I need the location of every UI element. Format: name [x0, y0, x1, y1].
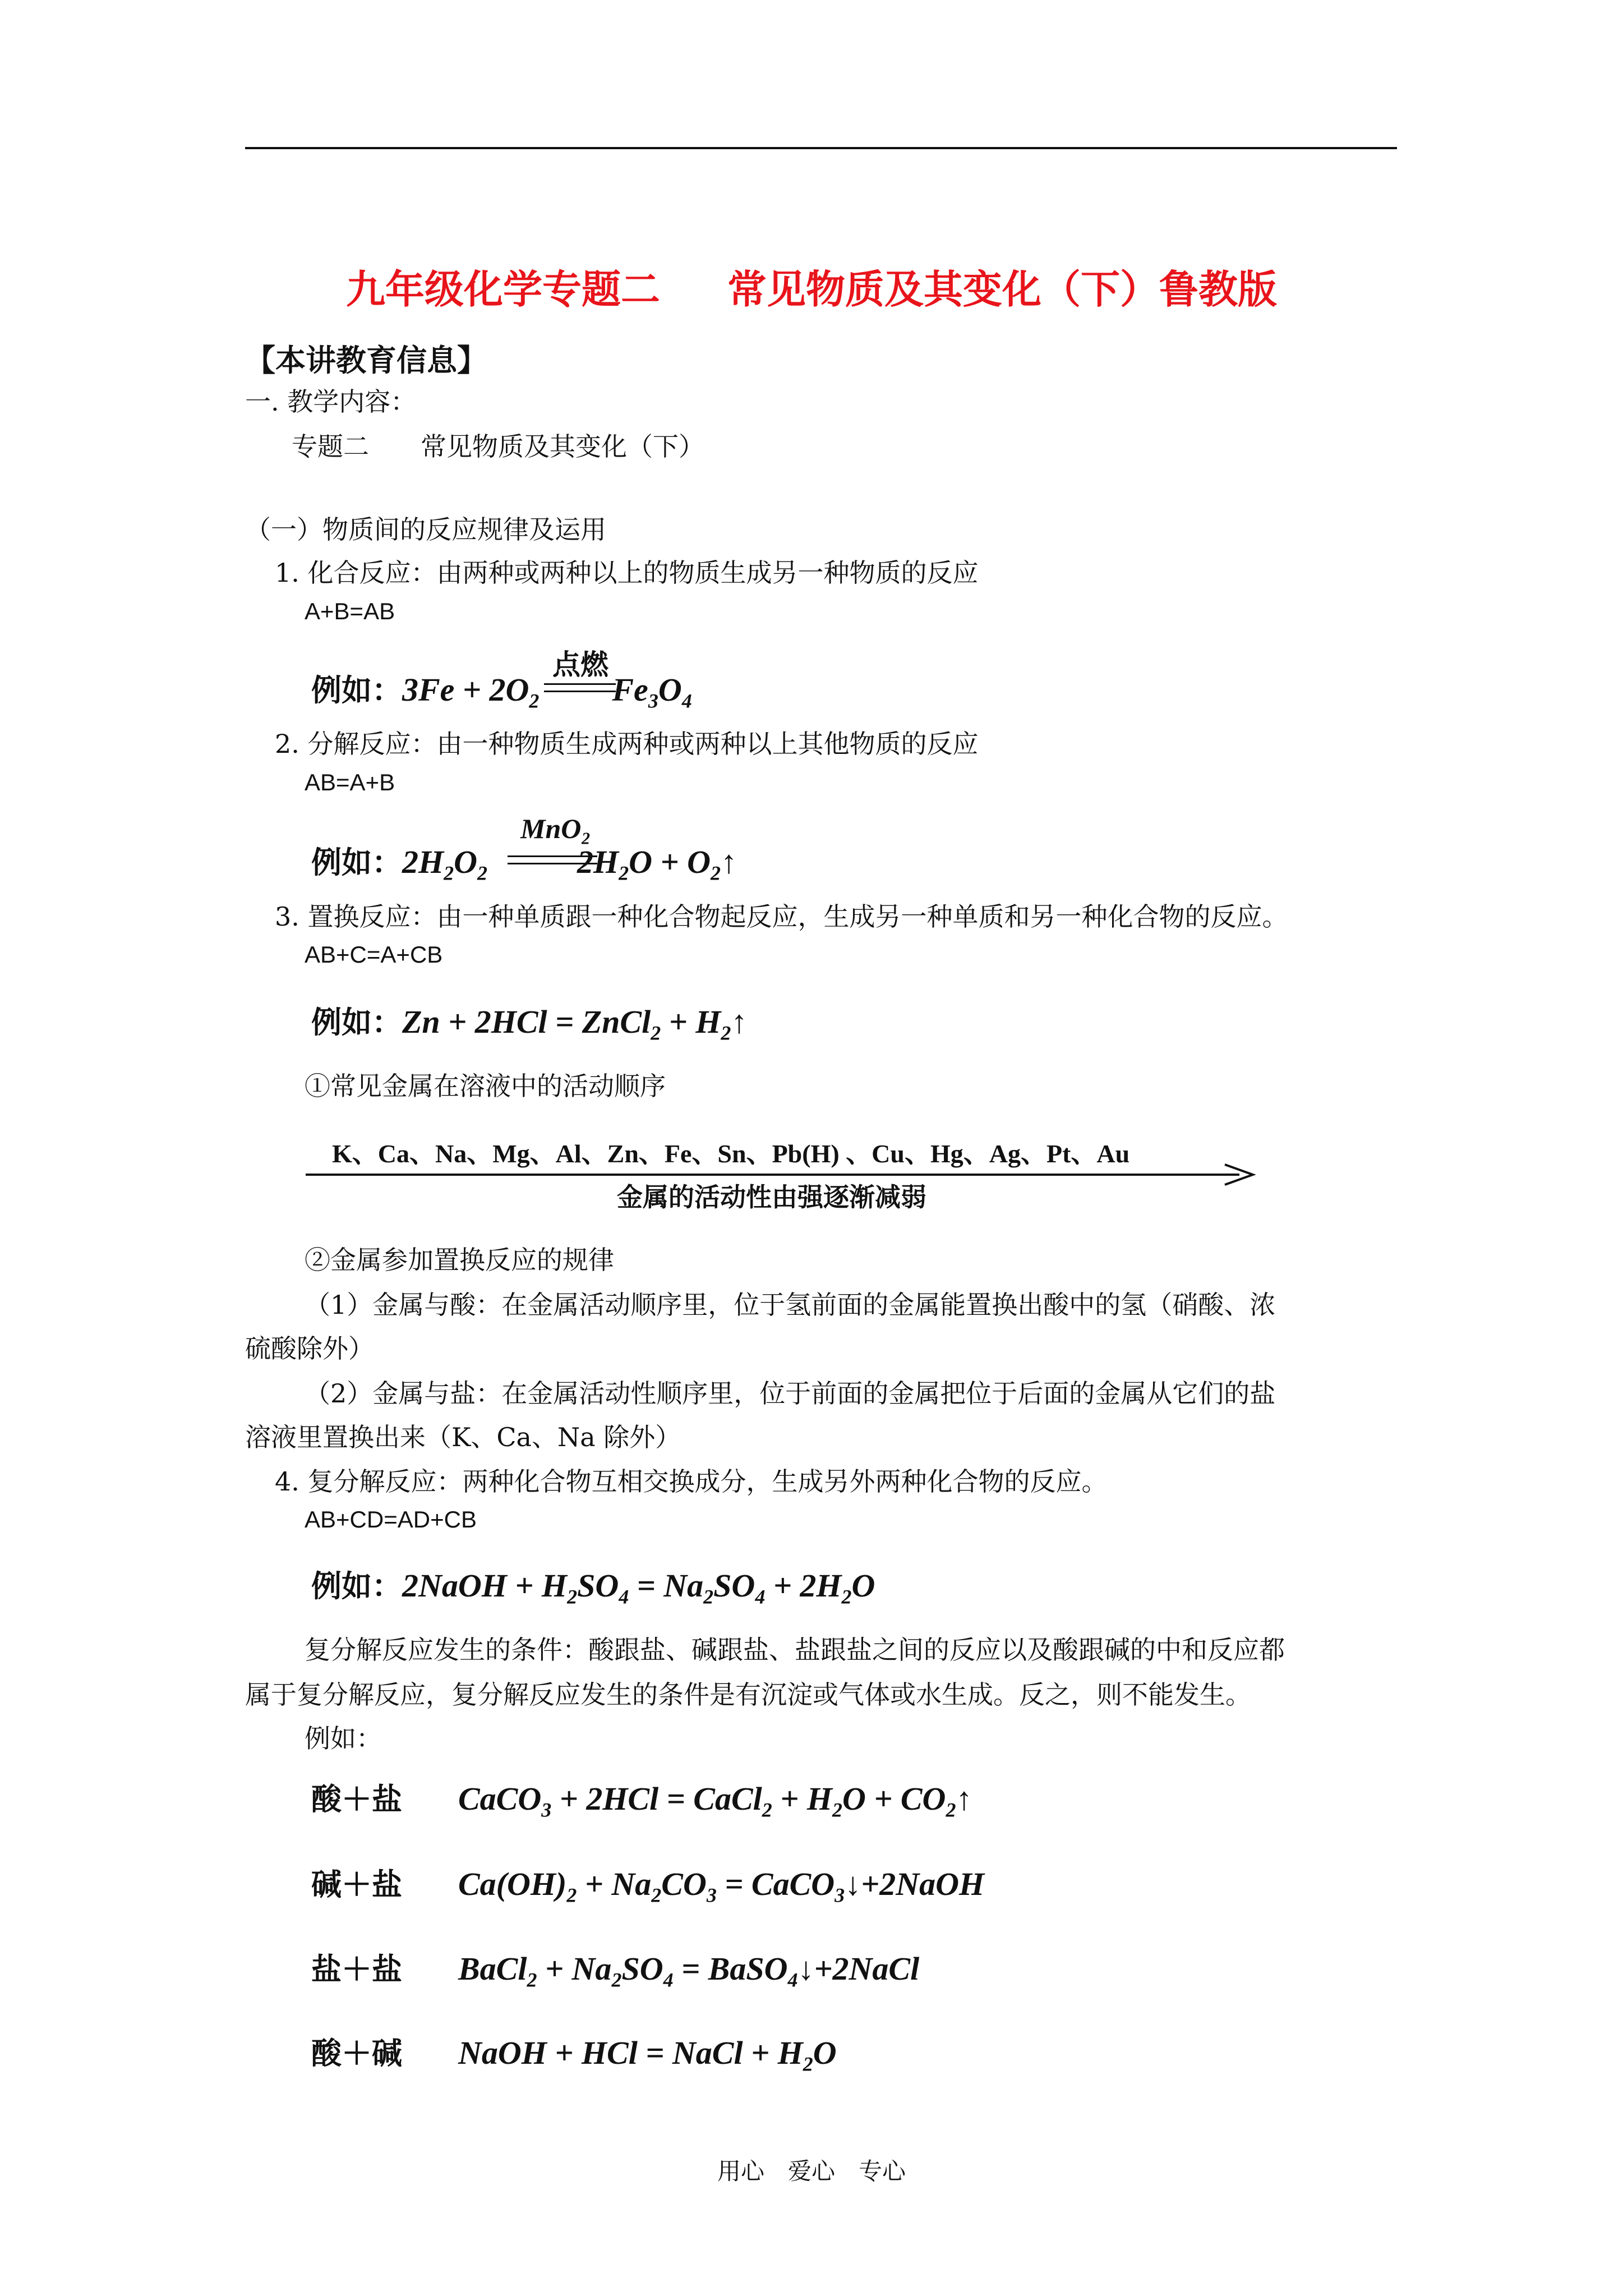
example-1-condition: 点燃 — [552, 648, 608, 681]
condition-line-a: 复分解反应发生的条件：酸跟盐、碱跟盐、盐跟盐之间的反应以及酸跟碱的中和反应都 — [305, 1635, 1285, 1665]
rule-1-line-a: （1）金属与酸：在金属活动顺序里，位于氢前面的金属能置换出酸中的氢（硝酸、浓 — [305, 1290, 1276, 1320]
pair-row-2: 碱＋盐 $Ca(OH)_2 + Na_2CO_3$ = CaCO$_3$↓+2NaOH — [311, 1866, 985, 1907]
example-3-equation: 例如：Zn + 2HCl = ZnCl$_2$ + $H_2↑$ — [311, 1004, 748, 1045]
arrow-head-icon — [1223, 1162, 1256, 1187]
rule-1-line-b: 硫酸除外） — [245, 1333, 374, 1364]
pair-row-1: 酸＋盐 CaCO$_3$ + 2HCl = CaCl$_2$ + $H_2O$ + $CO_2↑$ — [311, 1780, 972, 1821]
teach-content-label: 一. 教学内容： — [245, 386, 417, 417]
example-1-double-line — [544, 683, 616, 692]
example-4-equation: 例如：2NaOH + $H_2SO_4 = Na_2SO_4 + 2H_2O$ — [311, 1567, 875, 1608]
rule-1-text: 1. 化合反应：由两种或两种以上的物质生成另一种物质的反应 — [275, 558, 979, 588]
subsection-heading: （一）物质间的反应规律及运用 — [245, 514, 606, 545]
example-2-double-line — [508, 855, 597, 864]
activity-arrow-line — [306, 1174, 1239, 1176]
rule-3-text: 3. 置换反应：由一种单质跟一种化合物起反应，生成另一种单质和另一种化合物的反应。 — [275, 901, 1288, 932]
rule-2-text: 2. 分解反应：由一种物质生成两种或两种以上其他物质的反应 — [275, 729, 979, 759]
rule-1-formula: A+B=AB — [305, 598, 395, 624]
header-rule — [245, 147, 1397, 149]
rule-4-text: 4. 复分解反应：两种化合物互相交换成分，生成另外两种化合物的反应。 — [275, 1466, 1108, 1497]
activity-caption: 金属的活动性由强逐渐减弱 — [617, 1182, 926, 1212]
section-heading: 【本讲教育信息】 — [245, 343, 487, 378]
pair-row-4: 酸＋碱 NaOH + HCl = NaCl + $H_2O$ — [311, 2035, 837, 2076]
pair-row-3: 盐＋盐 BaCl$_2$ + $Na_2SO_4$ = BaSO$_4$↓+2NaCl — [311, 1950, 920, 1991]
page-title: 九年级化学专题二 常见物质及其变化（下）鲁教版 — [346, 266, 1277, 312]
example-label: 例如： — [305, 1723, 382, 1754]
example-2-condition: MnO₂ — [520, 813, 591, 844]
rule-2-formula: AB=A+B — [305, 769, 395, 795]
example-1-equation: 例如：$3Fe + 2O_2$ $Fe_3O_4$ — [311, 671, 692, 712]
page-footer: 用心 爱心 专心 — [717, 2157, 906, 2185]
rule-title: ②金属参加置换反应的规律 — [305, 1245, 614, 1275]
activity-series: K、Ca、Na、Mg、Al、Zn、Fe、Sn、Pb(H) 、Cu、Hg、Ag、Pt、Au — [332, 1139, 1130, 1168]
example-2-equation: 例如：$2H_2O_2$ $2H_2O$ + $O_2↑$ — [311, 844, 737, 885]
condition-line-b: 属于复分解反应，复分解反应发生的条件是有沉淀或气体或水生成。反之，则不能发生。 — [245, 1680, 1251, 1710]
rule-2-line-a: （2）金属与盐：在金属活动性顺序里，位于前面的金属把位于后面的金属从它们的盐 — [305, 1378, 1276, 1409]
rule-3-formula: AB+C=A+CB — [305, 941, 443, 968]
topic-line: 专题二 常见物质及其变化（下） — [292, 431, 704, 462]
rule-2-line-b: 溶液里置换出来（K、Ca、Na 除外） — [245, 1422, 681, 1452]
rule-4-formula: AB+CD=AD+CB — [305, 1506, 477, 1533]
activity-series-title: ①常见金属在溶液中的活动顺序 — [305, 1071, 666, 1101]
